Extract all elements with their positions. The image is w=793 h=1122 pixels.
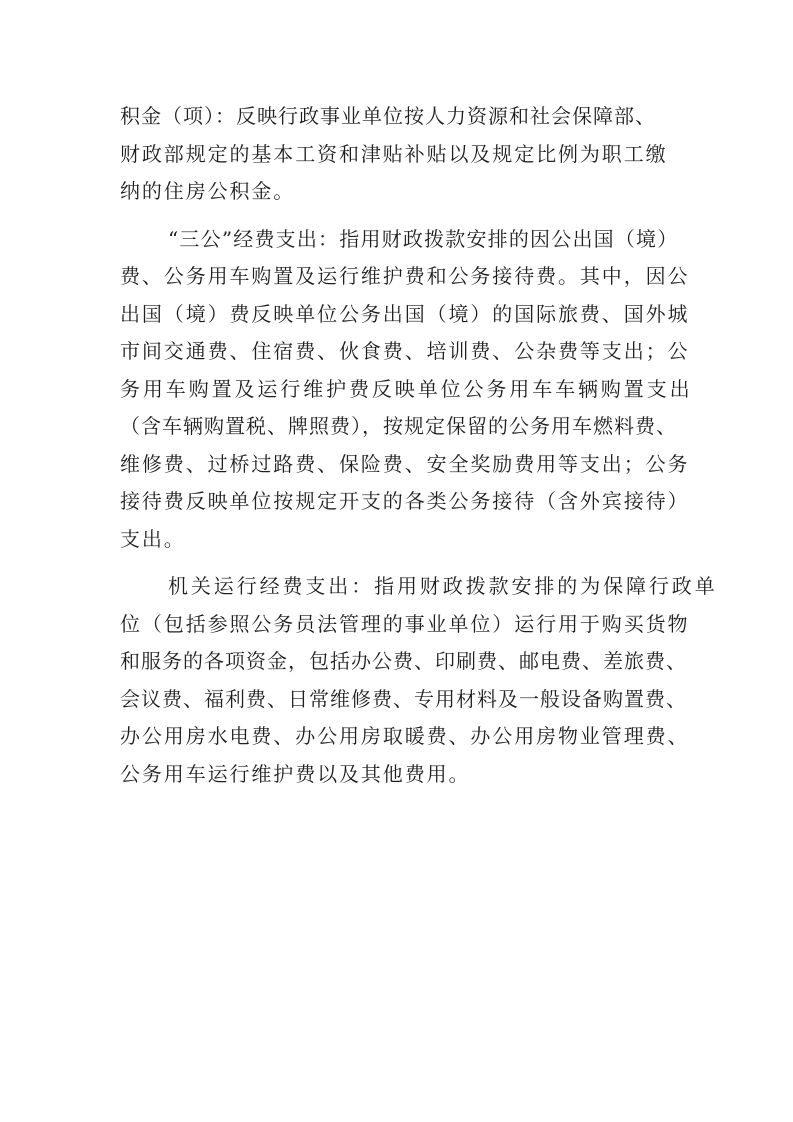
document-body <box>120 98 718 793</box>
text-line: 公务用车运行维护费以及其他费用。 <box>120 761 471 786</box>
text-line: （含车辆购置税、牌照费），按规定保留的公务用车燃料费、 <box>120 414 677 438</box>
text-line: 市间交通费、住宿费、伙食费、培训费、公杂费等支出；公 <box>120 339 690 363</box>
text-line: 出国（境）费反映单位公务出国（境）的国际旅费、国外城 <box>120 301 690 326</box>
paragraph-three-public-expenses <box>120 221 693 559</box>
text-line: 支出。 <box>120 526 186 551</box>
text-line: 接待费反映单位按规定开支的各类公务接待（含外宾接待） <box>120 489 690 513</box>
text-line: 费、公务用车购置及运行维护费和公务接待费。其中，因公 <box>120 264 690 288</box>
text-line: 和服务的各项资金，包括办公费、印刷费、邮电费、差旅费、 <box>120 649 687 673</box>
text-line: 积金（项）：反映行政事业单位按人力资源和社会保障部、 <box>120 104 656 128</box>
text-line: 办公用房水电费、办公用房取暖费、办公用房物业管理费、 <box>120 724 690 748</box>
text-line: “三公”经费支出：指用财政拨款安排的因公出国（境） <box>168 226 679 251</box>
text-line: 机关运行经费支出：指用财政拨款安排的为保障行政单 <box>168 574 718 598</box>
text-line: 维修费、过桥过路费、保险费、安全奖励费用等支出；公务 <box>120 451 690 476</box>
text-line: 纳的住房公积金。 <box>120 179 296 203</box>
text-line: 位（包括参照公务员法管理的事业单位）运行用于购买货物 <box>120 611 690 636</box>
text-line: 财政部规定的基本工资和津贴补贴以及规定比例为职工缴 <box>120 141 668 166</box>
paragraph-agency-operating-expenses <box>120 568 718 793</box>
text-line: 务用车购置及运行维护费反映单位公务用车车辆购置支出 <box>120 376 693 401</box>
text-line: 会议费、福利费、日常维修费、专用材料及一般设备购置费、 <box>120 686 687 711</box>
paragraph-housing-fund <box>120 98 680 211</box>
